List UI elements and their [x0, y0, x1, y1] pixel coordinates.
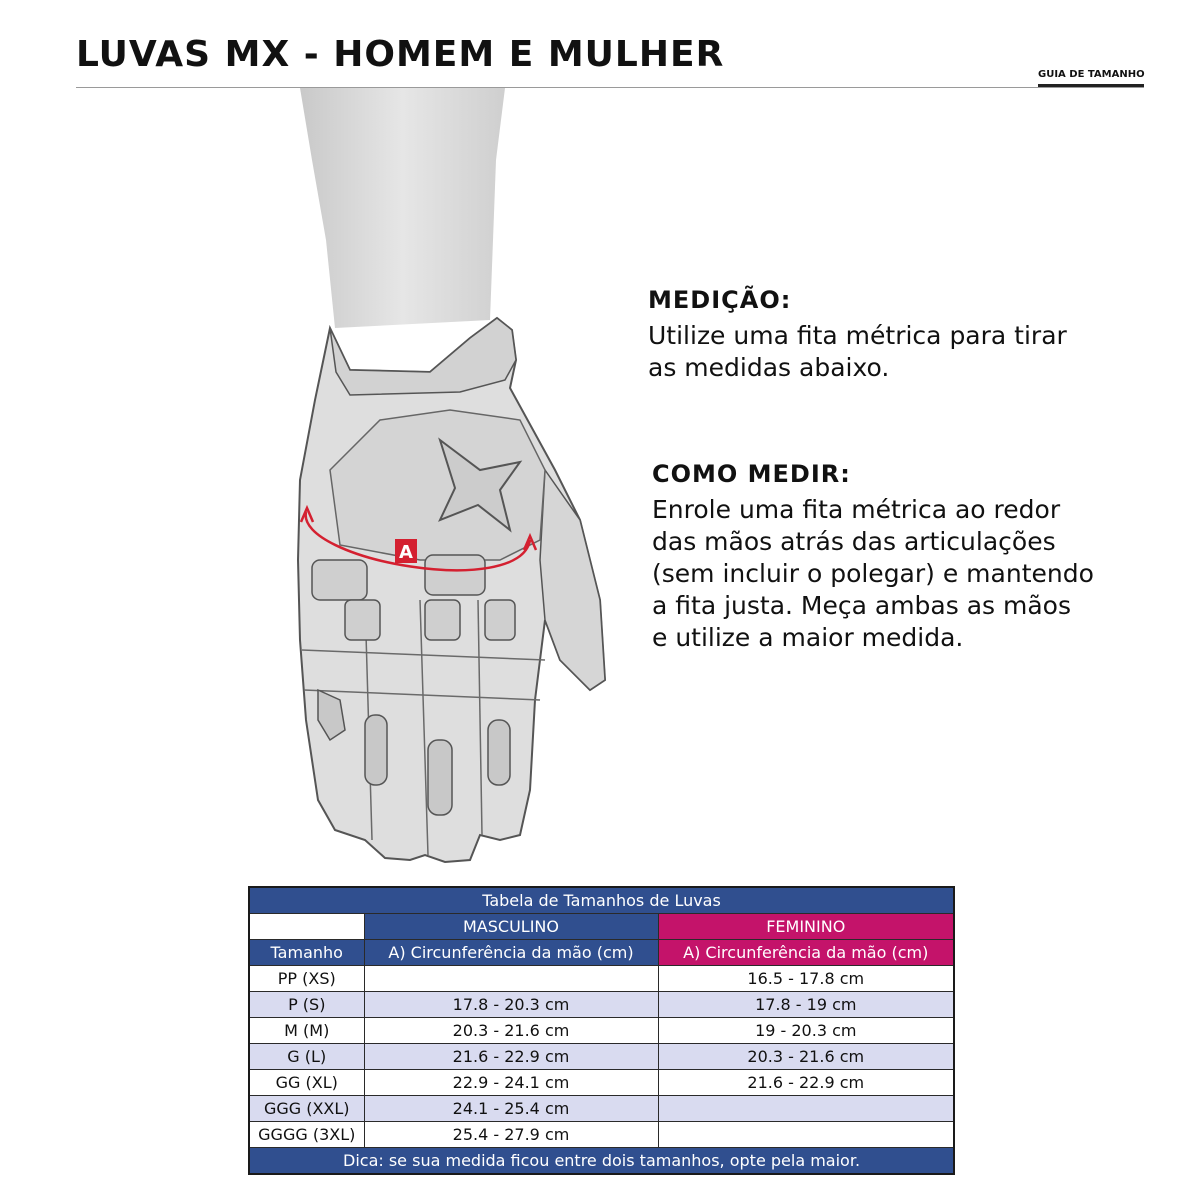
table-row: [249, 1044, 954, 1070]
size-column-header: Tamanho: [249, 940, 364, 966]
female-cell: 16.5 - 17.8 cm: [658, 966, 954, 992]
size-cell: G (L): [249, 1044, 364, 1070]
female-cell: 17.8 - 19 cm: [658, 992, 954, 1018]
male-cell: 17.8 - 20.3 cm: [364, 992, 658, 1018]
size-cell: PP (XS): [249, 966, 364, 992]
size-table-corner: [249, 914, 364, 940]
glove-cuff: [330, 318, 516, 395]
male-column-header: MASCULINO: [364, 914, 658, 940]
measurement-section: [648, 286, 1067, 384]
male-cell: 20.3 - 21.6 cm: [364, 1018, 658, 1044]
size-guide-tag: GUIA DE TAMANHO: [1038, 69, 1144, 87]
female-cell: 21.6 - 22.9 cm: [658, 1070, 954, 1096]
male-cell: [364, 966, 658, 992]
how-to-section: [652, 460, 1094, 654]
table-row: [249, 1122, 954, 1148]
female-cell: 19 - 20.3 cm: [658, 1018, 954, 1044]
size-cell: GG (XL): [249, 1070, 364, 1096]
size-table-footer: Dica: se sua medida ficou entre dois tamanhos, opte pela maior.: [249, 1148, 954, 1175]
size-cell: GGG (XXL): [249, 1096, 364, 1122]
female-cell: [658, 1096, 954, 1122]
size-table-title: Tabela de Tamanhos de Luvas: [249, 887, 954, 914]
size-cell: GGGG (3XL): [249, 1122, 364, 1148]
male-cell: 22.9 - 24.1 cm: [364, 1070, 658, 1096]
forearm-shape: [300, 88, 505, 328]
male-cell: 24.1 - 25.4 cm: [364, 1096, 658, 1122]
male-measure-header: A) Circunferência da mão (cm): [364, 940, 658, 966]
measure-marker-label: A: [399, 542, 413, 563]
male-cell: 21.6 - 22.9 cm: [364, 1044, 658, 1070]
size-cell: P (S): [249, 992, 364, 1018]
size-table: [248, 886, 955, 1175]
glove-illustration: [270, 88, 620, 878]
table-row: [249, 992, 954, 1018]
female-measure-header: A) Circunferência da mão (cm): [658, 940, 954, 966]
table-row: [249, 1018, 954, 1044]
female-column-header: FEMININO: [658, 914, 954, 940]
page-title: LUVAS MX - HOMEM E MULHER: [76, 34, 725, 75]
how-to-heading: COMO MEDIR:: [652, 460, 851, 488]
female-cell: 20.3 - 21.6 cm: [658, 1044, 954, 1070]
how-to-body: Enrole uma fita métrica ao redor das mãos atrás das articulações (sem incluir o polegar) e mantendo a fita justa. Meça ambas as mãos e utilize a maior medida.: [652, 495, 1094, 652]
measurement-heading: MEDIÇÃO:: [648, 286, 792, 314]
table-row: [249, 966, 954, 992]
size-cell: M (M): [249, 1018, 364, 1044]
table-row: [249, 1070, 954, 1096]
measurement-body: Utilize uma fita métrica para tirar as medidas abaixo.: [648, 321, 1067, 382]
female-cell: [658, 1122, 954, 1148]
table-row: [249, 1096, 954, 1122]
male-cell: 25.4 - 27.9 cm: [364, 1122, 658, 1148]
